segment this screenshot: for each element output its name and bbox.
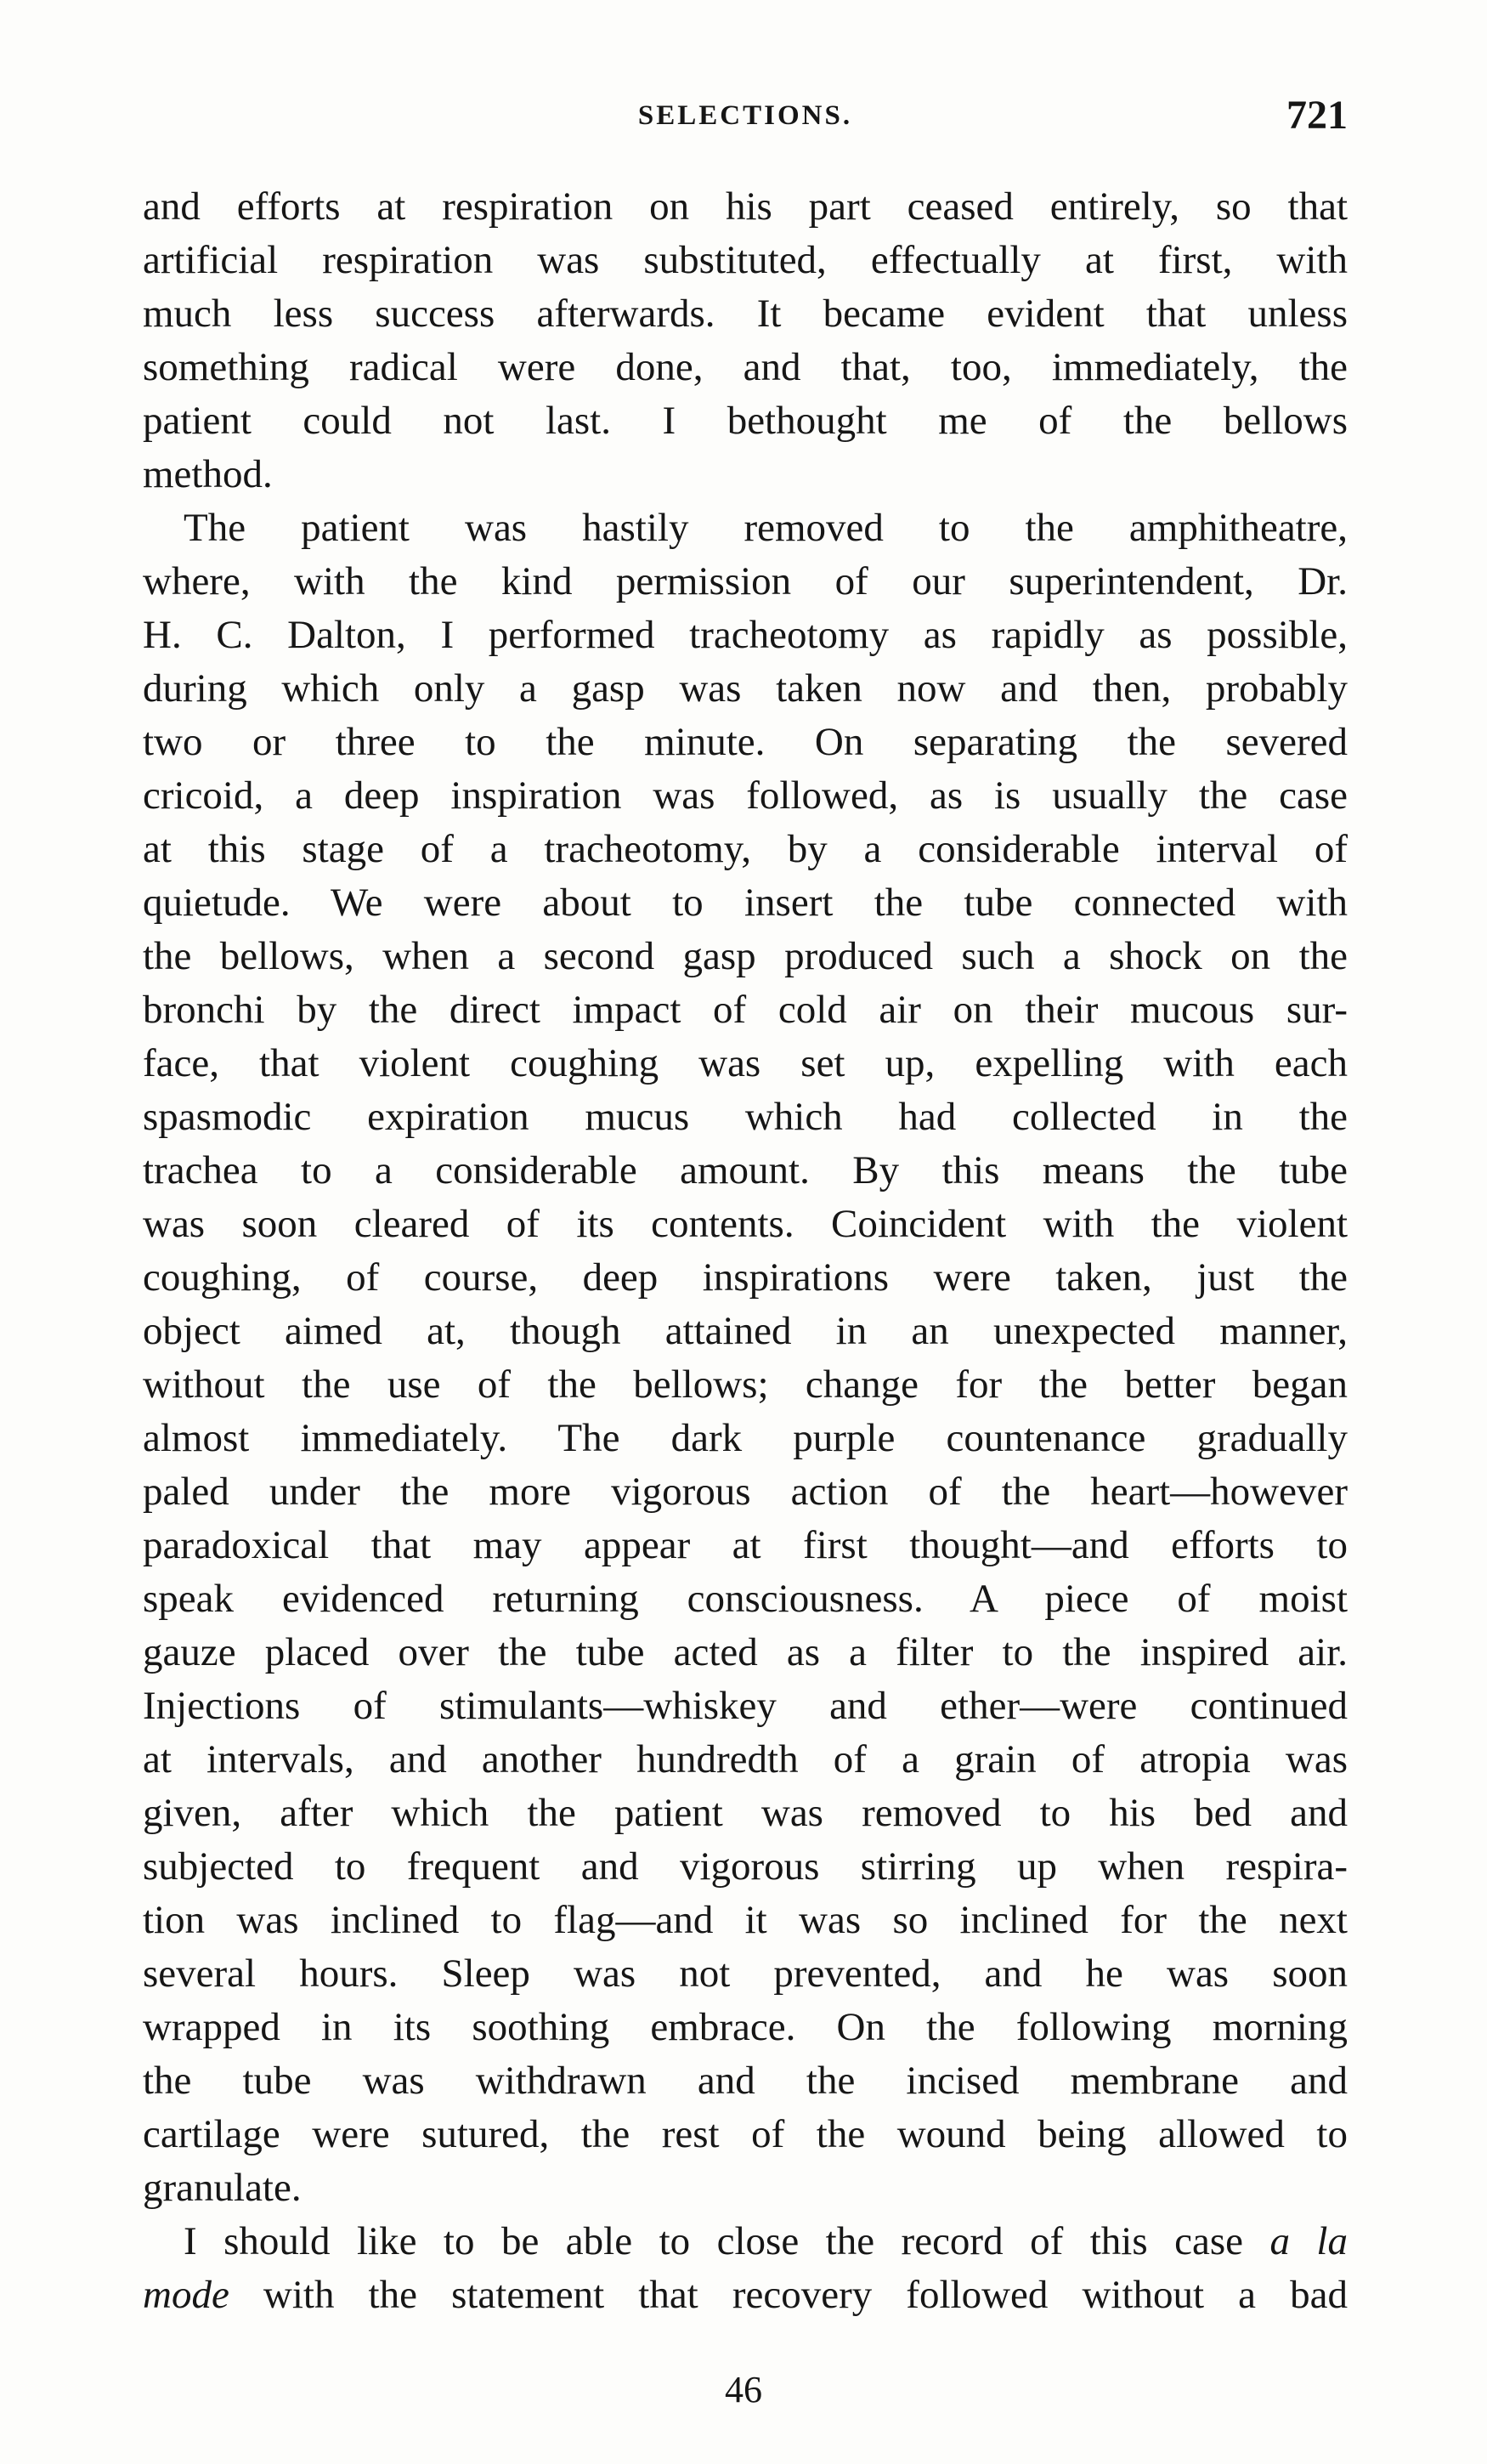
text-line: two or three to the minute. On separating the severed bbox=[143, 720, 1348, 764]
paragraph bbox=[143, 2215, 1348, 2322]
italic-phrase: mode bbox=[143, 2273, 229, 2317]
text-line: quietude. We were about to insert the tube connected with bbox=[143, 881, 1348, 925]
text-line: where, with the kind permission of our superintendent, Dr. bbox=[143, 559, 1348, 603]
text-line: almost immediately. The dark purple countenance gradually bbox=[143, 1416, 1348, 1460]
body-text bbox=[143, 180, 1348, 2322]
text-line: cartilage were sutured, the rest of the wound being allowed to bbox=[143, 2112, 1348, 2156]
text-line: patient could not last. I bethought me of the bellows bbox=[143, 399, 1348, 443]
text-line: paradoxical that may appear at first thought—and efforts to bbox=[143, 1523, 1348, 1567]
text-line: at this stage of a tracheotomy, by a considerable interval of bbox=[143, 827, 1348, 871]
text-line: mode with the statement that recovery followed without a bad bbox=[143, 2273, 1348, 2317]
paragraph bbox=[143, 501, 1348, 2215]
text-line: bronchi by the direct impact of cold air on their mucous sur- bbox=[143, 988, 1348, 1032]
text-line: H. C. Dalton, I performed tracheotomy as rapidly as possible, bbox=[143, 613, 1348, 657]
text-line: without the use of the bellows; change for the better began bbox=[143, 1362, 1348, 1407]
text-line: the tube was withdrawn and the incised membrane and bbox=[143, 2059, 1348, 2103]
text-line: artificial respiration was substituted, effectually at first, with bbox=[143, 238, 1348, 282]
text-line: something radical were done, and that, too, immediately, the bbox=[143, 345, 1348, 389]
text-line: gauze placed over the tube acted as a filter to the inspired air. bbox=[143, 1630, 1348, 1674]
text-line: cricoid, a deep inspiration was followed, as is usually the case bbox=[143, 773, 1348, 818]
text-line: I should like to be able to close the record of this case a la bbox=[184, 2219, 1348, 2263]
text-line: tion was inclined to flag—and it was so inclined for the next bbox=[143, 1898, 1348, 1942]
text-line: during which only a gasp was taken now and then, probably bbox=[143, 666, 1348, 711]
text-line: several hours. Sleep was not prevented, and he was soon bbox=[143, 1951, 1348, 1996]
italic-phrase: a la bbox=[1269, 2219, 1348, 2263]
text-line: trachea to a considerable amount. By this means the tube bbox=[143, 1148, 1348, 1192]
running-title: SELECTIONS. bbox=[637, 100, 853, 131]
text-line: wrapped in its soothing embrace. On the following morning bbox=[143, 2005, 1348, 2049]
text-line: at intervals, and another hundredth of a grain of atropia was bbox=[143, 1737, 1348, 1781]
text-line: object aimed at, though attained in an unexpected manner, bbox=[143, 1309, 1348, 1353]
text-line: the bellows, when a second gasp produced such a shock on the bbox=[143, 934, 1348, 978]
text-line: paled under the more vigorous action of the heart—however bbox=[143, 1470, 1348, 1514]
text-line: given, after which the patient was removed to his bed and bbox=[143, 1791, 1348, 1835]
text-line: much less success afterwards. It became evident that unless bbox=[143, 292, 1348, 336]
text-line: spasmodic expiration mucus which had collected in the bbox=[143, 1095, 1348, 1139]
text-line: face, that violent coughing was set up, expelling with each bbox=[143, 1041, 1348, 1085]
running-head bbox=[143, 92, 1348, 143]
text-line: granulate. bbox=[143, 2166, 302, 2210]
text-line: was soon cleared of its contents. Coincident with the violent bbox=[143, 1202, 1348, 1246]
text-line: The patient was hastily removed to the amphitheatre, bbox=[184, 506, 1348, 550]
paragraph bbox=[143, 180, 1348, 501]
page-number: 721 bbox=[1286, 93, 1348, 138]
text-line: subjected to frequent and vigorous stirring up when respira- bbox=[143, 1844, 1348, 1889]
text-line: and efforts at respiration on his part ceased entirely, so that bbox=[143, 184, 1348, 229]
text-line: speak evidenced returning consciousness. A piece of moist bbox=[143, 1577, 1348, 1621]
text-line: coughing, of course, deep inspirations were taken, just the bbox=[143, 1255, 1348, 1300]
signature-mark: 46 bbox=[725, 2369, 762, 2410]
text-line: method. bbox=[143, 452, 273, 496]
text-line: Injections of stimulants—whiskey and ether—were continued bbox=[143, 1684, 1348, 1728]
